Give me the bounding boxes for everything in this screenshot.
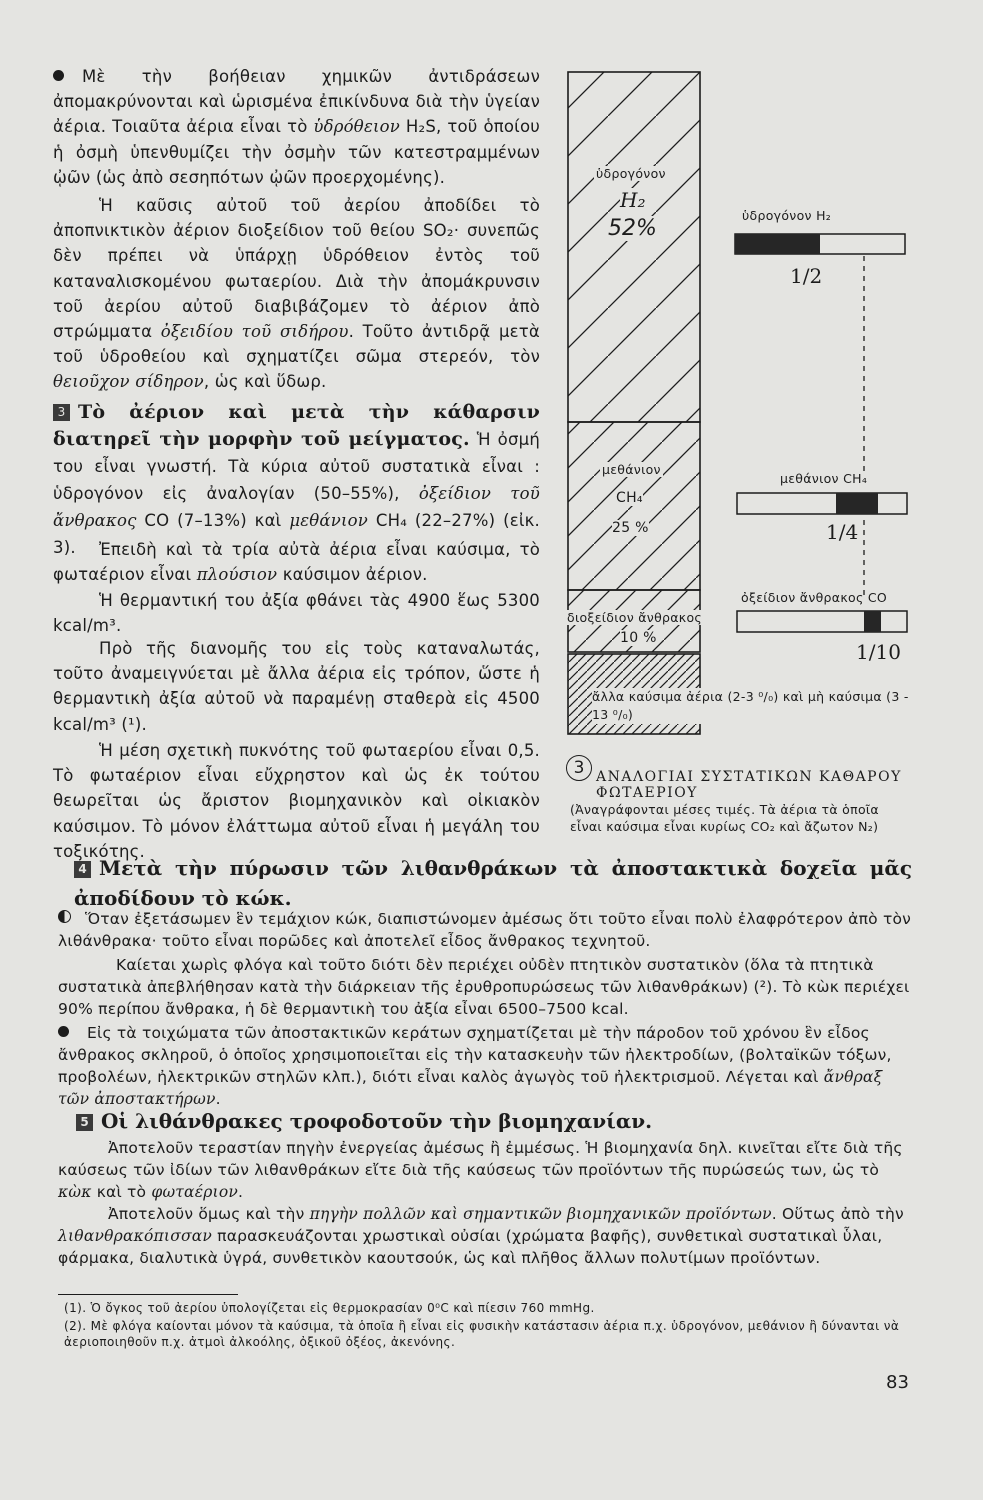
paragraph-industrial-products: Ἀποτελοῦν ὅμως καὶ τὴν πηγὴν πολλῶν καὶ σημαντικῶν βιομηχανικῶν προϊόντων. Οὕτως ἀπὸ τὴν λιθανθρακόπισσαν παρασκευάζονται χρωστικαὶ οὐσίαι (χρώματα βαφῆς), συνθετικαὶ συστατικαὶ ὗλαι, φάρμακα, διαλυτικὰ ὑγρά, συνθετικὸν καουτσούκ, ὡς καὶ πλῆθος ἄλλων πολυτίμων προϊόντων. (58, 1205, 904, 1267)
col-label-co: διοξείδιον ἄνθρακος (567, 610, 703, 625)
paragraph-rich-fuel: Ἐπειδὴ καὶ τὰ τρία αὐτὰ ἀέρια εἶναι καύσιμα, τὸ φωταέριον εἶναι πλούσιον καύσιμον ἀέριον. (53, 540, 540, 585)
frac-co: 1/10 (856, 640, 901, 664)
col-label-methane: μεθάνιον (602, 462, 661, 477)
paragraph-distribution: Πρὸ τῆς διανομῆς του εἰς τοὺς καταναλωτάς, τοῦτο ἀναμειγνύεται μὲ ἄλλα ἀέρια εἰς τρόπον, ὥστε ἡ θερμαντικὴ ἀξία αὐτοῦ νὰ παραμένῃ σταθερὰ εἰς 4500 kcal/m³ (¹). (53, 639, 540, 734)
footnote-2: (2). Μὲ φλόγα καίονται μόνον τὰ καύσιμα, τὰ ὁποῖα ἢ εἶναι εἰς φυσικὴν κατάστασιν ἀέρια π.χ. ὑδρογόνον, μεθάνιον ἢ δύνανται νὰ ἀεριοποιηθοῦν π.χ. ἀτμοὶ ἀλκοόλης, ὀξικοῦ ὀξέος, ἀκενόνης. (64, 1319, 900, 1349)
bar-co (736, 608, 910, 634)
bar-label-hydrogen: ὑδρογόνον H₂ (742, 208, 832, 223)
bar-fill-hydrogen (735, 234, 820, 254)
caption-title: ΑΝΑΛΟΓΙΑΙ ΣΥΣΤΑΤΙΚΩΝ ΚΑΘΑΡΟΥ ΦΩΤΑΕΡΙΟΥ (596, 769, 902, 801)
section-number: 5 (76, 1114, 93, 1131)
half-bullet-icon (58, 910, 71, 923)
caption-subtitle: (Ἀναγράφονται μέσες τιμές. Τὰ ἀέρια τὰ ὁποῖα εἶναι καύσιμα εἶναι κυρίως CO₂ καὶ ἄζωτον N₂) (570, 802, 879, 834)
bullet-icon (53, 70, 64, 81)
col-formula-methane: CH₄ (616, 490, 643, 506)
footnote-divider (58, 1294, 238, 1295)
bar-fill-methane (836, 493, 878, 514)
section-number: 4 (74, 861, 91, 878)
paragraph-coke: Ὅταν ἐξετάσωμεν ἓν τεμάχιον κώκ, διαπιστώνομεν ἀμέσως ὅτι τοῦτο εἶναι πολὺ ἐλαφρότερον ἀπὸ τὸν λιθάνθρακα· τοῦτο εἶναι πορῶδες καὶ ἀποτελεῖ εἶδος ἄνθρακος τεχνητοῦ. (58, 910, 912, 950)
section-3: 3 Τὸ ἀέριον καὶ μετὰ τὴν κάθαρσιν διατηρεῖ τὴν μορφὴν τοῦ μείγματος. Ἡ ὀσμή του εἶναι γνωστή. Τὰ κύρια αὐτοῦ συστατικὰ εἶναι : ὑδρογόνον εἰς ἀναλογίαν (50–55%), ὀξείδιον τοῦ ἄνθρακος CO (7–13%) καὶ μεθάνιον CH₄ (22–27%) (εἰκ. 3). (53, 401, 540, 557)
bar-hydrogen (734, 230, 910, 256)
paragraph-heating-value: Ἡ θερμαντική του ἀξία φθάνει τὰς 4900 ἕως 5300 kcal/m³. (53, 591, 540, 636)
paragraph-coke-burning: Καίεται χωρὶς φλόγα καὶ τοῦτο διότι δὲν περιέχει οὐδὲν πτητικὸν συστατικὸν (ὅλα τὰ πτητικὰ συστατικὰ ἀπεβλήθησαν κατὰ τὴν διάρκειαν τῆς ἐρυθροπυρώσεως τῶν λιθανθράκων) (²). Τὸ κὼκ περιέχει 90% περίπου ἄνθρακα, ἡ δὲ θερμαντικὴ του ἀξία εἶναι 6500–7500 kcal. (58, 956, 910, 1018)
dashed-guide (858, 256, 870, 616)
segment-methane (568, 422, 700, 590)
bullet-icon (58, 1026, 69, 1037)
frac-methane: 1/4 (826, 520, 859, 544)
section-3-heading: Τὸ ἀέριον καὶ μετὰ τὴν κάθαρσιν διατηρεῖ τὴν μορφὴν τοῦ μείγματος. (53, 401, 540, 450)
frac-hydrogen: 1/2 (790, 264, 823, 288)
col-label-hydrogen: ὑδρογόνον (596, 166, 666, 181)
page-number: 83 (886, 1372, 909, 1393)
col-pct-methane: 25 % (612, 520, 649, 536)
bar-label-methane: μεθάνιον CH₄ (780, 471, 868, 486)
section-number: 3 (53, 404, 70, 421)
footnote-1: (1). Ὁ ὄγκος τοῦ ἀερίου ὑπολογίζεται εἰς θερμοκρασίαν 0⁰C καὶ πίεσιν 760 mmHg. (64, 1301, 595, 1315)
col-pct-co: 10 % (620, 630, 657, 646)
bar-methane (736, 490, 910, 516)
paragraph-density: Ἡ μέση σχετικὴ πυκνότης τοῦ φωταερίου εἶναι 0,5. Τὸ φωταέριον εἶναι εὔχρηστον καὶ ὡς ἐκ τούτου θεωρεῖται ὡς ἄριστον βιομηχανικὸν καὶ οἰκιακὸν καύσιμον. Τὸ μόνον ἐλάττωμα αὐτοῦ εἶναι ἡ μεγάλη του τοξικότης. (53, 741, 540, 861)
paragraph-energy-source: Ἀποτελοῦν τεραστίαν πηγὴν ἐνεργείας ἀμέσως ἢ ἐμμέσως. Ἡ βιομηχανία δηλ. κινεῖται εἴτε διὰ τῆς καύσεως τῶν ἰδίων τῶν λιθανθράκων εἴτε διὰ τῆς καύσεως τῶν προϊόντων τῆς πυρώσεώς των, ὡς τὸ κὼκ καὶ τὸ φωταέριον. (58, 1139, 903, 1201)
section-5-heading: 5 Οἱ λιθάνθρακες τροφοδοτοῦν τὴν βιομηχανίαν. (76, 1106, 912, 1136)
col-label-other: ἄλλα καύσιμα ἀέρια (2-3 ⁰/₀) καὶ μὴ καύσιμα (3 - 13 ⁰/₀) (592, 688, 914, 724)
figure-number: 3 (566, 755, 592, 781)
paragraph-retort-carbon: Εἰς τὰ τοιχώματα τῶν ἀποστακτικῶν κεράτων σχηματίζεται μὲ τὴν πάροδον τοῦ χρόνου ἓν εἶδος ἄνθρακος σκληροῦ, ὁ ὁποῖος χρησιμοποιεῖται εἰς τὴν κατασκευὴν τῶν ἠλεκτροδίων, (βολταϊκῶν τόξων, προβολέων, ἠλεκτρικῶν στηλῶν κλπ.), διότι εἶναι καλὸς ἀγωγὸς τοῦ ἠλεκτρισμοῦ. Λέγεται καὶ ἄνθραξ τῶν ἀποστακτήρων. (58, 1024, 892, 1108)
col-pct-hydrogen: 52% (608, 216, 657, 241)
segment-hydrogen (568, 72, 700, 422)
paragraph-hydrogen-sulfide: Μὲ τὴν βοήθειαν χημικῶν ἀντιδράσεων ἀπομακρύνονται καὶ ὡρισμένα ἐπικίνδυνα διὰ τὴν ὑγείαν ἀέρια. Τοιαῦτα ἀέρια εἶναι τὸ ὑδρόθειον H₂S, τοῦ ὁποίου ἡ ὀσμὴ ὑπενθυμίζει τὴν ὀσμὴν τῶν κατεστραμμένων ᾠῶν (ὡς ἀπὸ σεσηπότων ᾠῶν προερχομένης). (53, 67, 540, 187)
bar-label-co: ὀξείδιον ἄνθρακος CO (741, 590, 888, 605)
paragraph-combustion: Ἡ καῦσις αὐτοῦ τοῦ ἀερίου ἀποδίδει τὸ ἀποπνικτικὸν ἀέριον διοξείδιον τοῦ θείου SO₂· συνεπῶς δὲν πρέπει νὰ ὑπάρχῃ ὑδρόθειον ἐντὸς τοῦ καταναλισκομένου φωταερίου. Διὰ τὴν ἀπομάκρυνσιν τοῦ ἀερίου αὐτοῦ διαβιβάζομεν τὸ ἀέριον ἀπὸ στρώμματα ὀξειδίου τοῦ σιδήρου. Τοῦτο ἀντιδρᾷ μετὰ τοῦ ὑδροθείου καὶ σχηματίζει σῶμα στερεόν, τὸν θειοῦχον σίδηρον, ὡς καὶ ὕδωρ. (53, 196, 540, 392)
col-formula-hydrogen: H₂ (620, 188, 646, 212)
section-4-heading: 4 Μετὰ τὴν πύρωσιν τῶν λιθανθράκων τὰ ἀποστακτικὰ δοχεῖα μᾶς ἀποδίδουν τὸ κώκ. (74, 856, 912, 910)
